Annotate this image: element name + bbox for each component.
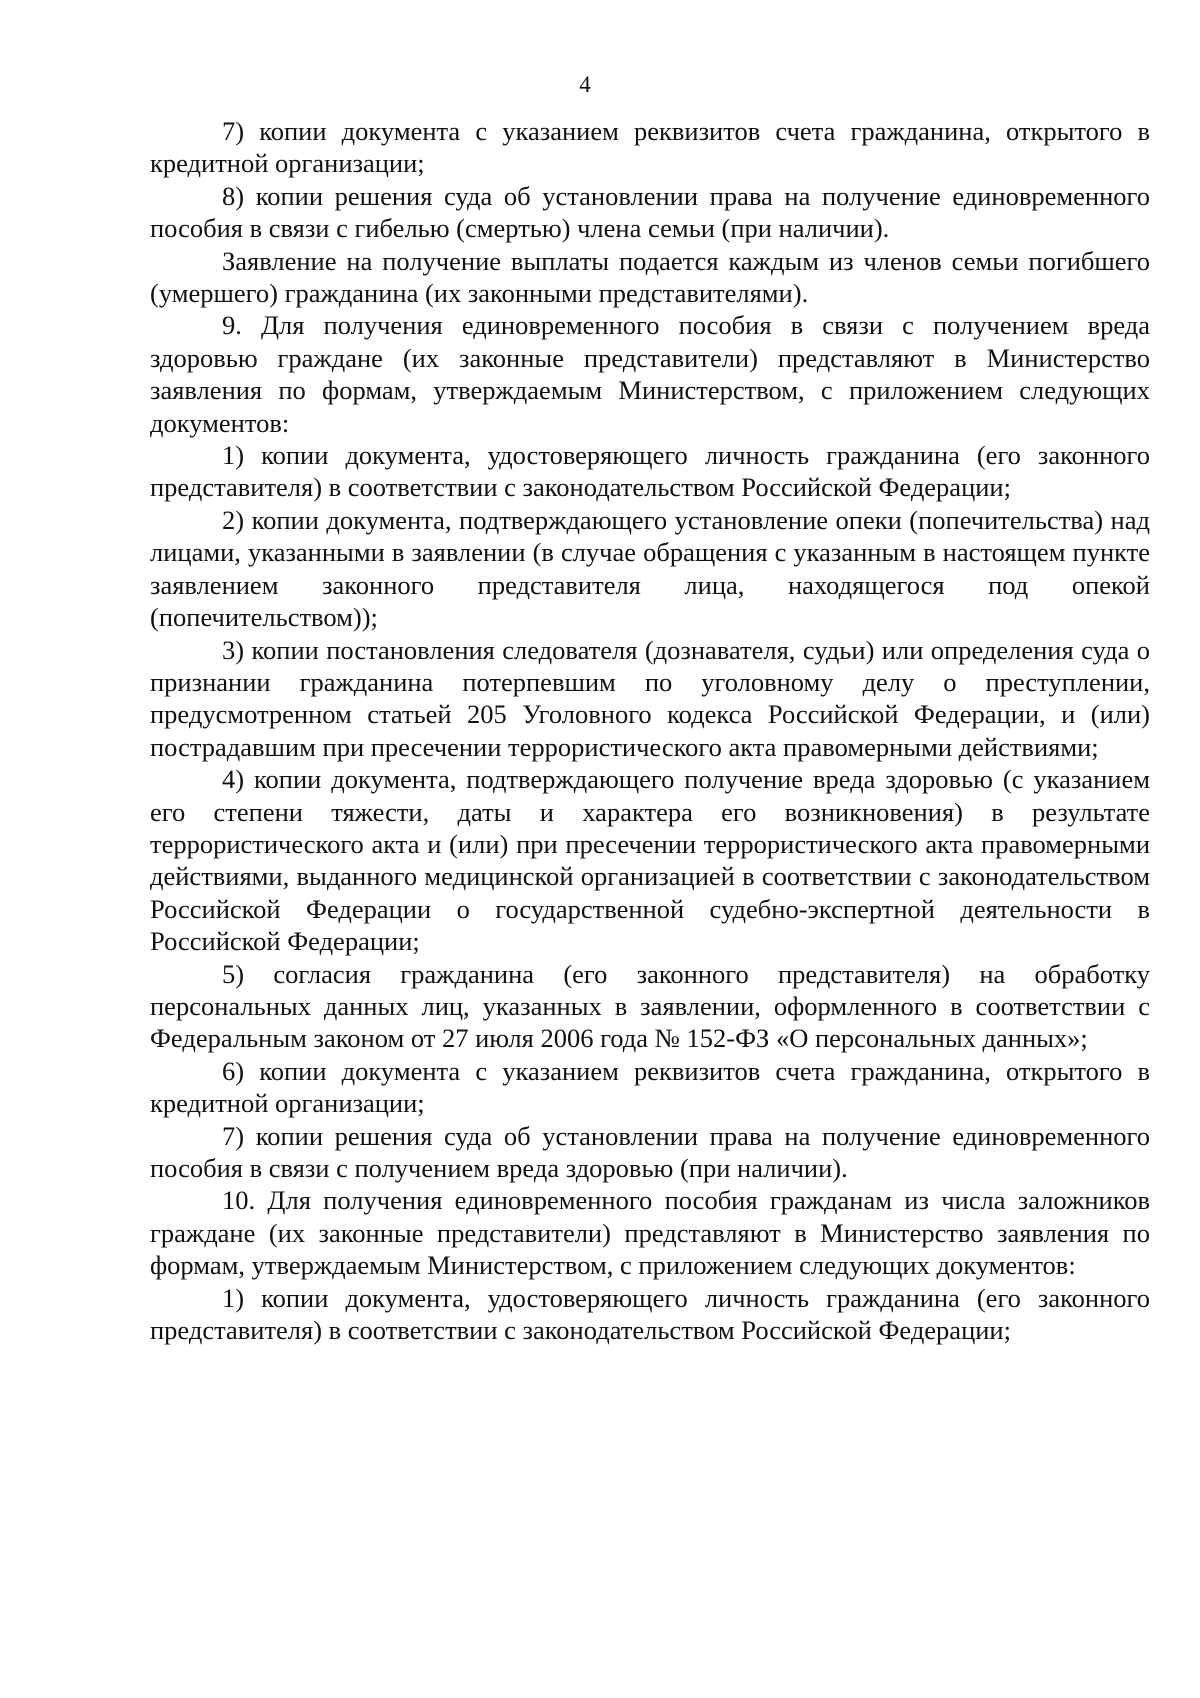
paragraph-clause-9-item-4: 4) копии документа, подтверждающего получение вреда здоровью (с указанием его степени тяжести, даты и характера его возникновения) в результате террористического акта и (или) при пресечении террористического акта правомерными действиями, выданного медицинской организацией в соответствии с законодательством Российской Федерации о государственной судебно-экспертной деятельности в Российской Федерации; [150,764,1150,957]
paragraph-item-8-court-decision: 8) копии решения суда об установлении права на получение единовременного пособия в связи с гибелью (смертью) члена семьи (при наличии). [150,180,1150,244]
paragraph-clause-10: 10. Для получения единовременного пособия гражданам из числа заложников граждане (их законные представители) представляют в Министерство заявления по формам, утверждаемым Министерством, с приложением следующих документов: [150,1185,1150,1281]
paragraph-clause-9-item-6: 6) копии документа с указанием реквизитов счета гражданина, открытого в кредитной организации; [150,1055,1150,1119]
document-body [150,115,1150,1346]
paragraph-item-7-bank-details: 7) копии документа с указанием реквизитов счета гражданина, открытого в кредитной организации; [150,116,1150,179]
paragraph-clause-9-item-3: 3) копии постановления следователя (дознавателя, судьи) или определения суда о признании гражданина потерпевшим по уголовному делу о преступлении, предусмотренном статьей 205 Уголовного кодекса Российской Федерации, и (или) пострадавшим при пресечении террористического акта правомерными действиями; [150,634,1150,762]
page-number: 4 [579,72,591,97]
paragraph-clause-9-item-5: 5) согласия гражданина (его законного представителя) на обработку персональных данных лиц, указанных в заявлении, оформленного в соответствии с Федеральным законом от 27 июля 2006 года № 152-ФЗ «О персональных данных»; [150,958,1150,1054]
paragraph-application-note: Заявление на получение выплаты подается каждым из членов семьи погибшего (умершего) гражданина (их законными представителями). [150,245,1150,309]
paragraph-clause-9-item-7: 7) копии решения суда об установлении права на получение единовременного пособия в связи с получением вреда здоровью (при наличии). [150,1120,1150,1183]
paragraph-clause-9: 9. Для получения единовременного пособия в связи с получением вреда здоровью граждане (их законные представители) представляют в Министерство заявления по формам, утверждаемым Министерством, с приложением следующих документов: [150,310,1150,438]
paragraph-clause-10-item-1: 1) копии документа, удостоверяющего личность гражданина (его законного представителя) в соответствии с законодательством Российской Федерации; [150,1282,1150,1346]
paragraph-clause-9-item-1: 1) копии документа, удостоверяющего личность гражданина (его законного представителя) в соответствии с законодательством Российской Федерации; [150,440,1150,503]
paragraph-clause-9-item-2: 2) копии документа, подтверждающего установление опеки (попечительства) над лицами, указанными в заявлении (в случае обращения с указанным в настоящем пункте заявлением законного представителя лица, находящегося под опекой (попечительством)); [150,504,1150,633]
